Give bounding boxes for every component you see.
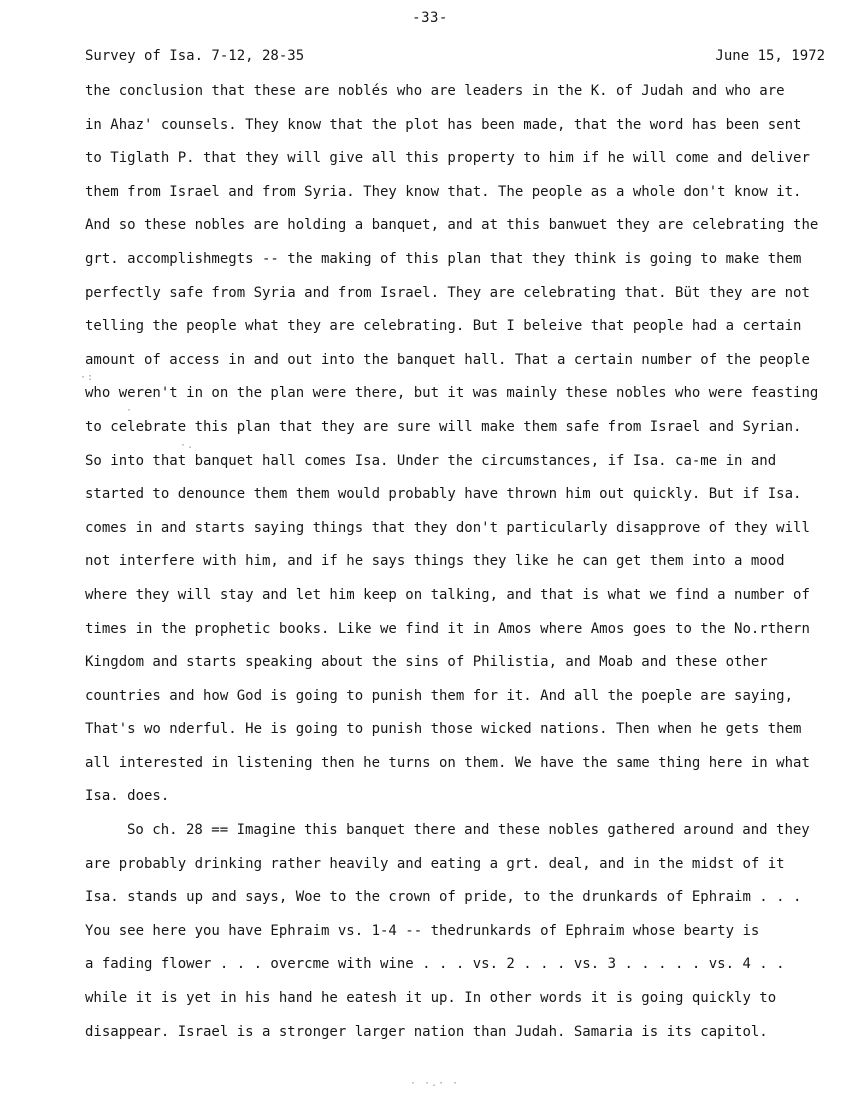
text-line: a fading flower . . . overcme with wine . . . vs. 2 . . . vs. 3 . . . . . vs. 4 . .: [85, 956, 785, 973]
text-line: while it is yet in his hand he eatesh it up. In other words it is going quickly to: [85, 990, 777, 1007]
text-line: And so these nobles are holding a banquet, and at this banwuet they are celebrating the: [85, 217, 819, 234]
text-line: That's wo nderful. He is going to punish those wicked nations. Then when he gets them: [85, 721, 802, 738]
scan-speck: ·:: [80, 372, 95, 383]
text-line: Isa. does.: [85, 788, 170, 805]
text-line: amount of access in and out into the banquet hall. That a certain number of the people: [85, 351, 810, 368]
text-line: comes in and starts saying things that they don't particularly disapprove of they will: [85, 519, 810, 536]
scan-speck: · ·.· ·: [410, 1078, 460, 1089]
page-number: -33-: [412, 10, 448, 26]
body-text: [85, 81, 825, 1055]
text-line: So into that banquet hall comes Isa. Under the circumstances, if Isa. ca-me in and: [85, 452, 777, 469]
text-line: started to denounce them them would probably have thrown him out quickly. But if Isa.: [85, 486, 802, 503]
text-line: grt. accomplishmegts -- the making of this plan that they think is going to make them: [85, 250, 802, 267]
text-line: countries and how God is going to punish them for it. And all the poeple are saying,: [85, 687, 794, 704]
text-line: where they will stay and let him keep on talking, and that is what we find a number of: [85, 586, 810, 603]
text-line: who weren't in on the plan were there, but it was mainly these nobles who were feasting: [85, 385, 819, 402]
text-line: not interfere with him, and if he says things they like he can get them into a mood: [85, 553, 785, 570]
scan-speck: ·: [126, 405, 134, 416]
text-line: Isa. stands up and says, Woe to the crown of pride, to the drunkards of Ephraim . . .: [85, 889, 802, 906]
text-line: perfectly safe from Syria and from Israel. They are celebrating that. Büt they are not: [85, 284, 810, 301]
text-line: all interested in listening then he turns on them. We have the same thing here in what: [85, 754, 810, 771]
scan-speck: ·.: [180, 440, 195, 451]
text-line: are probably drinking rather heavily and eating a grt. deal, and in the midst of it: [85, 855, 785, 872]
text-line: disappear. Israel is a stronger larger nation than Judah. Samaria is its capitol.: [85, 1023, 768, 1040]
document-title: Survey of Isa. 7-12, 28-35: [85, 48, 305, 64]
text-line: Kingdom and starts speaking about the sins of Philistia, and Moab and these other: [85, 654, 768, 671]
text-line: You see here you have Ephraim vs. 1-4 -- thedrunkards of Ephraim whose bearty is: [85, 922, 760, 939]
document-header: [85, 48, 825, 68]
text-line: So ch. 28 == Imagine this banquet there and these nobles gathered around and they: [127, 822, 810, 839]
text-line: to celebrate this plan that they are sure will make them safe from Israel and Syrian.: [85, 418, 802, 435]
text-line: telling the people what they are celebrating. But I beleive that people had a certain: [85, 318, 802, 335]
text-line: the conclusion that these are noblés who are leaders in the K. of Judah and who are: [85, 83, 785, 99]
document-date: June 15, 1972: [715, 48, 825, 64]
text-line: to Tiglath P. that they will give all this property to him if he will come and deliver: [85, 150, 810, 167]
text-line: them from Israel and from Syria. They know that. The people as a whole don't know it.: [85, 183, 802, 200]
text-line: in Ahaz' counsels. They know that the plot has been made, that the word has been sent: [85, 116, 802, 133]
text-line: times in the prophetic books. Like we find it in Amos where Amos goes to the No.rthern: [85, 620, 810, 637]
